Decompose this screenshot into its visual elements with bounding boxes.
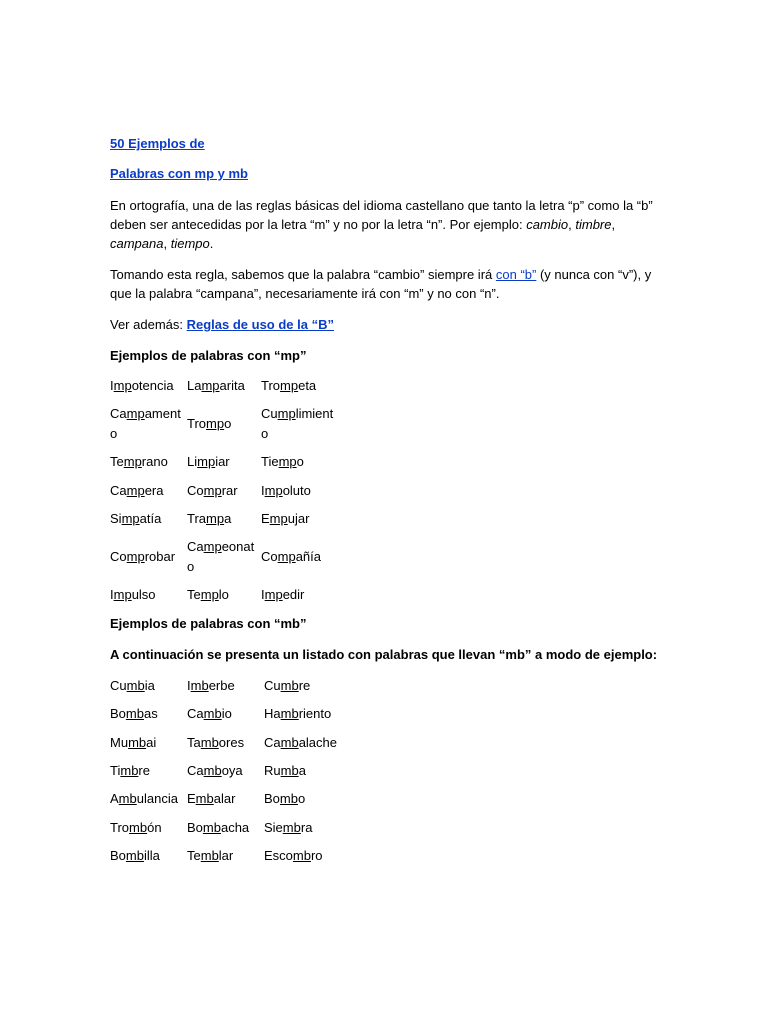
rule-paragraph <box>110 265 670 303</box>
highlight-mb: mb <box>200 848 219 863</box>
mb-word-r7-c2: Temblar <box>187 848 234 863</box>
mb-word-r1-c3: Cumbre <box>264 678 311 693</box>
mp-word-r6-c2: Campeonato <box>187 539 255 574</box>
mb-word-r4-c2: Camboya <box>187 763 243 778</box>
highlight-mp: mp <box>206 416 225 431</box>
example-1: cambio <box>526 217 569 232</box>
highlight-mp: mp <box>203 539 222 554</box>
highlight-mb: mb <box>292 848 311 863</box>
see-also-label: Ver además: <box>110 317 187 332</box>
highlight-mb: mb <box>279 791 298 806</box>
mb-word-r4-c1: Timbre <box>110 763 150 778</box>
mb-word-r6-c1: Trombón <box>110 820 162 835</box>
see-also <box>110 315 334 334</box>
mb-word-r3-c1: Mumbai <box>110 735 157 750</box>
highlight-mb: mb <box>280 678 299 693</box>
highlight-mb: mb <box>120 763 139 778</box>
mb-word-r3-c3: Cambalache <box>264 735 337 750</box>
highlight-mp: mp <box>121 511 140 526</box>
see-also-link[interactable]: Reglas de uso de la “B” <box>186 317 334 332</box>
mb-heading: Ejemplos de palabras con “mb” <box>110 616 307 631</box>
title-link-2[interactable]: Palabras con mp y mb <box>110 166 248 181</box>
mb-intro: A continuación se presenta un listado con palabras que llevan “mb” a modo de ejemplo: <box>110 647 658 662</box>
highlight-mp: mp <box>113 378 132 393</box>
mb-word-r5-c1: Ambulancia <box>110 791 178 806</box>
mp-word-r5-c2: Trampa <box>187 511 232 526</box>
highlight-mp: mp <box>264 483 283 498</box>
highlight-mb: mb <box>125 706 144 721</box>
intro-line-2: deben ser antecedidas por la letra “m” y no por la letra “n”. Por ejemplo: cambio, timbre, <box>110 217 616 232</box>
mb-word-r3-c2: Tambores <box>187 735 245 750</box>
mp-word-r7-c3: Impedir <box>261 587 305 602</box>
highlight-mp: mp <box>203 483 222 498</box>
mp-word-r6-c3: Compañía <box>261 549 321 564</box>
highlight-mb: mb <box>128 735 147 750</box>
highlight-mp: mp <box>126 483 145 498</box>
mp-word-r7-c1: Impulso <box>110 587 156 602</box>
mp-word-r4-c2: Comprar <box>187 483 238 498</box>
highlight-mb: mb <box>280 706 299 721</box>
intro-line-2-text: deben ser antecedidas por la letra “m” y no por la letra “n”. Por ejemplo: <box>110 217 527 232</box>
mb-word-r7-c3: Escombro <box>264 848 323 863</box>
mp-word-r1-c1: Impotencia <box>110 378 174 393</box>
highlight-mp: mp <box>113 587 132 602</box>
title-line-2[interactable] <box>110 164 248 183</box>
intro-line-3: campana, tiempo. <box>110 236 214 251</box>
highlight-mp: mp <box>277 549 296 564</box>
mp-word-r5-c1: Simpatía <box>110 511 162 526</box>
mp-word-r1-c2: Lamparita <box>187 378 245 393</box>
highlight-mb: mb <box>280 735 299 750</box>
mb-word-r6-c2: Bombacha <box>187 820 250 835</box>
example-2: timbre <box>575 217 612 232</box>
title-link-1[interactable]: 50 Ejemplos de <box>110 136 205 151</box>
highlight-mp: mp <box>126 406 145 421</box>
title-line-1[interactable] <box>110 134 205 153</box>
mp-word-r2-c1: Campamento <box>110 406 181 441</box>
mp-word-r5-c3: Empujar <box>261 511 310 526</box>
highlight-mb: mb <box>190 678 209 693</box>
mb-word-r7-c1: Bombilla <box>110 848 160 863</box>
mb-word-r2-c2: Cambio <box>187 706 232 721</box>
rule-text-b: (y nunca con “v”), y <box>536 267 652 282</box>
highlight-mb: mb <box>203 706 222 721</box>
highlight-mp: mp <box>264 587 283 602</box>
mb-word-r1-c2: Imberbe <box>187 678 235 693</box>
mp-word-r3-c1: Temprano <box>110 454 168 469</box>
highlight-mb: mb <box>280 763 299 778</box>
mb-word-r1-c1: Cumbia <box>110 678 155 693</box>
highlight-mb: mb <box>203 763 222 778</box>
mp-word-r7-c2: Templo <box>187 587 229 602</box>
mb-word-r5-c2: Embalar <box>187 791 236 806</box>
highlight-mb: mb <box>195 791 214 806</box>
mp-word-r4-c3: Impoluto <box>261 483 311 498</box>
highlight-mb: mb <box>200 735 219 750</box>
mb-word-r2-c1: Bombas <box>110 706 158 721</box>
mb-word-r4-c3: Rumba <box>264 763 306 778</box>
highlight-mp: mp <box>200 587 219 602</box>
highlight-mp: mp <box>123 454 142 469</box>
example-4: tiempo <box>170 236 210 251</box>
mp-word-r2-c3: Cumplimiento <box>261 406 334 441</box>
example-3: campana <box>110 236 164 251</box>
highlight-mb: mb <box>126 678 145 693</box>
highlight-mb: mb <box>125 848 144 863</box>
intro-line-1: En ortografía, una de las reglas básicas del idioma castellano que tanto la letra “p” como la “b” <box>110 198 653 213</box>
mp-word-r4-c1: Campera <box>110 483 164 498</box>
highlight-mp: mp <box>201 378 220 393</box>
highlight-mb: mb <box>118 791 137 806</box>
mp-word-r3-c3: Tiempo <box>261 454 304 469</box>
highlight-mp: mp <box>280 378 299 393</box>
highlight-mp: mp <box>126 549 145 564</box>
highlight-mp: mp <box>277 406 296 421</box>
highlight-mb: mb <box>129 820 148 835</box>
highlight-mp: mp <box>278 454 297 469</box>
mb-word-r6-c3: Siembra <box>264 820 313 835</box>
highlight-mb: mb <box>202 820 221 835</box>
mb-word-r2-c3: Hambriento <box>264 706 332 721</box>
con-b-link[interactable]: con “b” <box>495 267 537 282</box>
intro-paragraph <box>110 196 670 253</box>
rule-line-1 <box>110 265 670 284</box>
highlight-mb: mb <box>282 820 301 835</box>
mp-word-r2-c2: Trompo <box>187 416 232 431</box>
highlight-mp: mp <box>269 511 288 526</box>
mp-word-r3-c2: Limpiar <box>187 454 230 469</box>
mb-word-r5-c3: Bombo <box>264 791 306 806</box>
rule-line-2: que la palabra “campana”, necesariamente irá con “m” y no con “n”. <box>110 286 500 301</box>
mp-word-r6-c1: Comprobar <box>110 549 176 564</box>
mp-heading: Ejemplos de palabras con “mp” <box>110 348 307 363</box>
mp-word-r1-c3: Trompeta <box>261 378 317 393</box>
highlight-mp: mp <box>197 454 216 469</box>
highlight-mp: mp <box>206 511 225 526</box>
rule-text-a: Tomando esta regla, sabemos que la palabra “cambio” siempre irá <box>110 267 496 282</box>
